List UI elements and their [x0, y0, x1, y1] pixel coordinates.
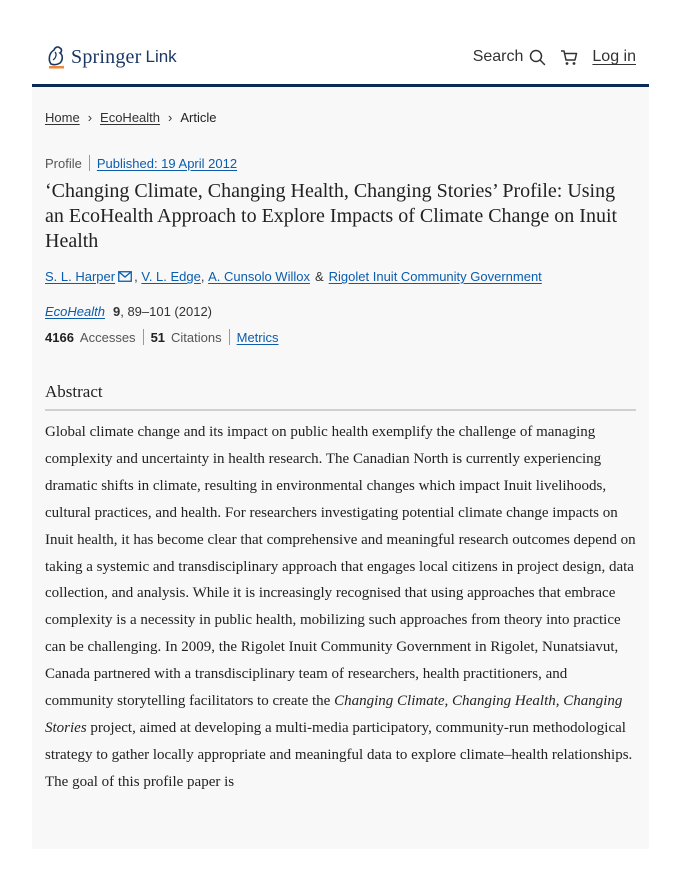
journal-citation: [45, 304, 212, 319]
breadcrumb-journal[interactable]: EcoHealth: [100, 110, 161, 125]
author-conjunction: &: [314, 269, 324, 284]
abstract-heading: Abstract: [45, 382, 103, 401]
springer-horse-logo-icon: [45, 44, 67, 70]
author-link[interactable]: Rigolet Inuit Community Government: [328, 269, 542, 284]
article-metrics: [45, 329, 279, 345]
meta-divider: [89, 155, 90, 171]
abstract-project-name: Changing Climate, Changing Health, Changing Stories: [45, 693, 623, 736]
journal-link[interactable]: EcoHealth: [45, 304, 105, 319]
author-link[interactable]: A. Cunsolo Willox: [208, 269, 310, 284]
author-separator: ,: [134, 269, 138, 284]
mail-icon[interactable]: [118, 271, 132, 282]
search-button[interactable]: [473, 48, 547, 66]
breadcrumb-current: Article: [180, 110, 217, 125]
abstract-text-part: Global climate change and its impact on public health exemplify the challenge of managing complexity and uncertainty in health research. The Canadian North is currently experiencing dramatic shifts in climate, resulting in environmental changes which impact Inuit livelihoods, cultural practices, and health. For researchers investigating potential climate change impacts on Inuit health, it has become clear that comprehensive and meaningful research outcomes depend on taking a systemic and transdisciplinary approach that engages local citizens in project design, data collection, and analysis. While it is increasingly recognised that using approaches that embrace complexity is a necessity in public health, mobilizing such approaches from theory into practice can be challenging. In 2009, the Rigolet Inuit Community Government in Rigolet, Nunatsiavut, Canada partnered with a transdisciplinary team of researchers, health practitioners, and community storytelling facilitators to create the: [45, 424, 636, 710]
abstract-text-part: project, aimed at developing a multi-media participatory, community-run methodological strategy to gather locally appropriate and meaningful data to explore climate–health relationships. The goal of this profile paper is: [45, 719, 633, 790]
author-separator: ,: [200, 269, 205, 284]
breadcrumb-home[interactable]: Home: [45, 110, 80, 125]
chevron-right-icon: ›: [168, 110, 173, 125]
header-actions: [473, 48, 636, 66]
citations-count: 51: [150, 329, 166, 345]
metrics-link[interactable]: Metrics: [236, 329, 279, 345]
meta-divider: [229, 329, 230, 345]
login-link[interactable]: Log in: [592, 48, 636, 65]
accesses-label: Accesses: [79, 329, 136, 345]
author-link[interactable]: S. L. Harper: [45, 269, 116, 284]
journal-pages-year: , 89–101 (2012): [120, 304, 213, 319]
abstract-body: [45, 419, 637, 796]
article-type: Profile: [45, 155, 82, 171]
journal-volume: 9: [112, 304, 121, 319]
citations-label: Citations: [171, 329, 222, 345]
author-link[interactable]: V. L. Edge: [141, 269, 201, 284]
author-list: [45, 269, 542, 284]
article-meta: [45, 155, 237, 171]
published-date-link[interactable]: Published: 19 April 2012: [96, 155, 238, 171]
breadcrumb: [45, 110, 216, 125]
logo-sub-text: Link: [145, 47, 177, 66]
accesses-count: 4166: [45, 329, 74, 345]
site-header: [32, 34, 649, 84]
cart-icon: [560, 49, 578, 66]
springer-link-logo[interactable]: [45, 44, 177, 70]
search-icon: [529, 49, 546, 66]
article-title: ‘Changing Climate, Changing Health, Changing Stories’ Profile: Using an EcoHealth Approach to Explore Impacts of Climate Change on Inuit Health: [45, 180, 618, 252]
cart-button[interactable]: [560, 49, 578, 66]
article-panel: [32, 87, 649, 849]
abstract-divider: [45, 409, 636, 411]
meta-divider: [143, 329, 144, 345]
chevron-right-icon: ›: [87, 110, 93, 125]
logo-brand-text: Springer: [71, 45, 142, 68]
search-label: Search: [472, 48, 524, 65]
